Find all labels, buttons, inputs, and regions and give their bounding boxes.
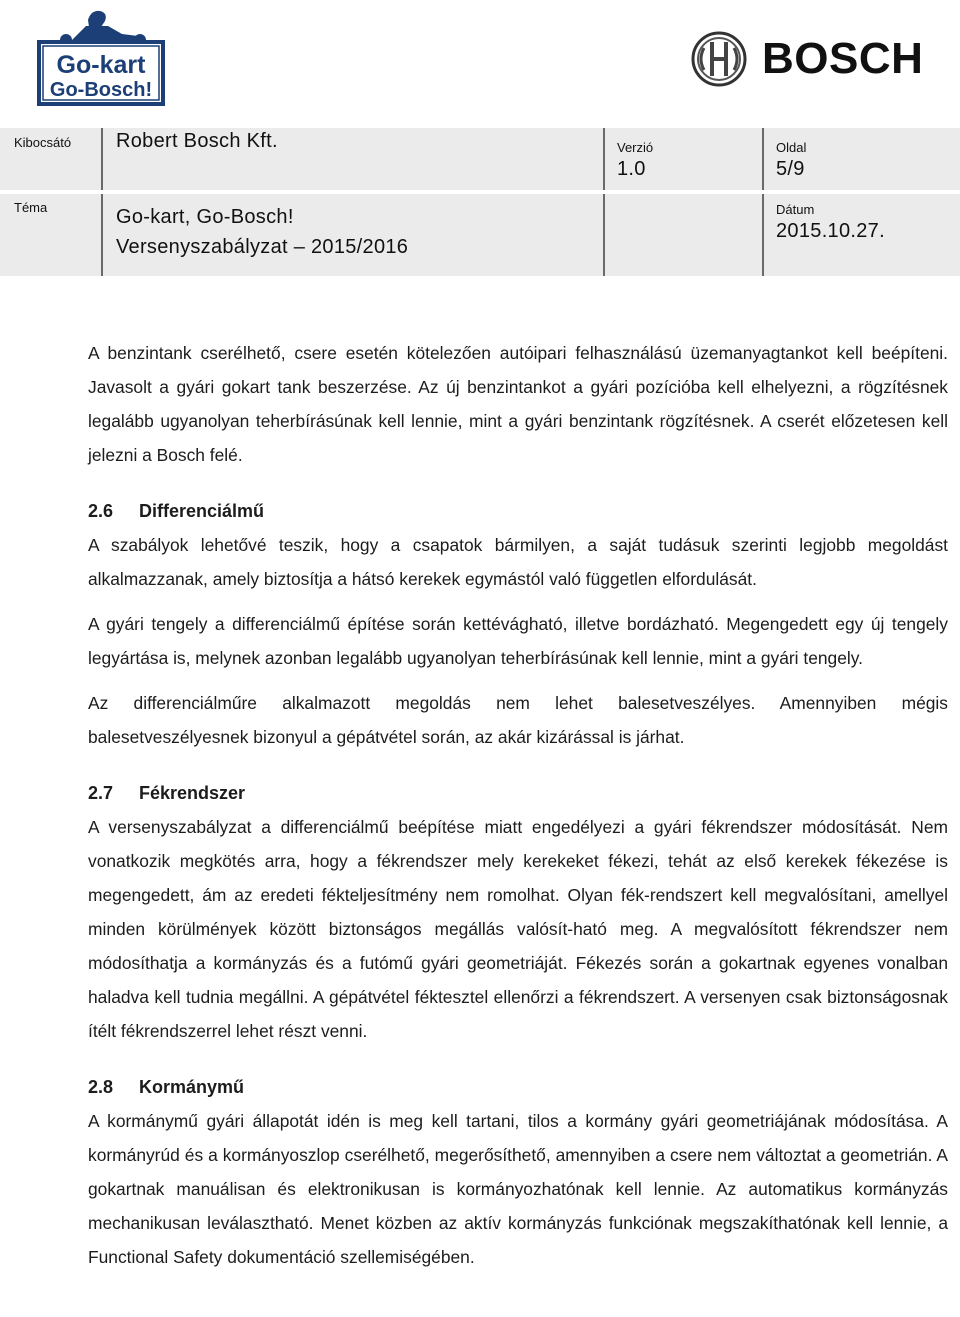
issuer-value: Robert Bosch Kft. [116, 130, 278, 152]
section-number: 2.8 [88, 1077, 114, 1097]
section-title: Kormánymű [139, 1077, 245, 1097]
issuer-label: Kibocsátó [14, 135, 72, 150]
topic-value-line1: Go-kart, Go-Bosch! [116, 206, 294, 228]
bosch-wordmark: BOSCH [762, 34, 924, 83]
version-label: Verzió [617, 140, 654, 155]
section-heading-2-7 [88, 776, 948, 810]
bosch-logo [690, 30, 924, 88]
section-2-6-paragraph-2: A gyári tengely a differenciálmű építése során kettévágható, illetve bordázható. Megengedett egy új tengely legyártása is, melynek azonban legalább ugyanolyan teherbírásúnak kell lennie, mint a gyári tengely. [88, 614, 948, 668]
header-row-topic [0, 194, 960, 276]
topic-value-line2: Versenyszabályzat – 2015/2016 [116, 236, 409, 258]
date-value: 2015.10.27. [776, 220, 885, 242]
date-label: Dátum [776, 202, 815, 217]
version-value: 1.0 [617, 158, 646, 180]
page-value: 5/9 [776, 158, 805, 180]
topic-label: Téma [14, 200, 48, 215]
document-header-table [0, 128, 960, 276]
section-title: Differenciálmű [139, 501, 265, 521]
section-2-6-paragraph-3: Az differenciálműre alkalmazott megoldás nem lehet balesetveszélyes. Amennyiben mégis balesetveszélyesnek bizonyul a gépátvétel során, az akár kizárással is járhat. [88, 693, 948, 747]
section-number: 2.6 [88, 501, 114, 521]
section-2-6-paragraph-1: A szabályok lehetővé teszik, hogy a csapatok bármilyen, a saját tudásuk szerinti legjobb megoldást alkalmazzanak, amely biztosítja a hátsó kerekek egymástól való független elfordulását. [88, 535, 948, 589]
intro-paragraph: A benzintank cserélhető, csere esetén kötelezően autóipari felhasználású üzemanyagtankot kell beépíteni. Javasolt a gyári gokart tank beszerzése. Az új benzintankot a gyári pozícióba kell elhelyezni, a rögzítésnek legalább ugyanolyan teherbírásúnak kell lennie, mint a gyári benzintank rögzítésnek. A cserét előzetesen kell jelezni a Bosch felé. [88, 343, 948, 465]
gokart-logo-line2: Go-Bosch! [49, 79, 153, 101]
section-2-8-paragraph-1: A kormánymű gyári állapotát idén is meg kell tartani, tilos a kormány gyári geometriájának módosítása. A kormányrúd és a kormányoszlop cserélhető, megerősíthető, amennyiben a csere nem változtat a geometrián. A gokartnak manuálisan és elektronikusan is kormányozhatónak kell lennie. Az automatikus kormányzás mechanikusan leválasztható. Menet közben az aktív kormányzás funkciónak megszakíthatónak kell lennie, a Functional Safety dokumentáció szellemiségében. [88, 1111, 948, 1267]
gokart-go-bosch-logo [36, 6, 166, 106]
gokart-logo-graphic [36, 6, 166, 106]
section-title: Fékrendszer [139, 783, 246, 803]
section-heading-2-6 [88, 494, 948, 528]
document-body [88, 336, 948, 1274]
bosch-armature-icon [690, 30, 748, 88]
section-heading-2-8 [88, 1070, 948, 1104]
gokart-logo-line1: Go-kart [56, 51, 146, 79]
section-2-7-paragraph-1: A versenyszabályzat a differenciálmű beépítése miatt engedélyezi a gyári fékrendszer módosítását. Nem vonatkozik megkötés arra, hogy a fékrendszer mely kerekeket fékezi, tehát az első kerekek fékezése is megengedett, ám az eredeti fékteljesítmény nem romolhat. Olyan fék-rendszert kell megvalósítani, amellyel minden körülmények között biztonságos megállás valósít-ható meg. A megvalósított fékrendszer nem módosíthatja a kormányzás és a futómű gyári geometriáját. Fékezés során a gokartnak egyenes vonalban haladva kell tudnia megállni. A gépátvétel féktesztel ellenőrzi a fékrendszert. A versenyen csak biztonságosnak ítélt fékrendszerrel lehet részt venni. [88, 817, 948, 1041]
page-label: Oldal [776, 140, 807, 155]
header-row-issuer [0, 128, 960, 190]
section-number: 2.7 [88, 783, 114, 803]
